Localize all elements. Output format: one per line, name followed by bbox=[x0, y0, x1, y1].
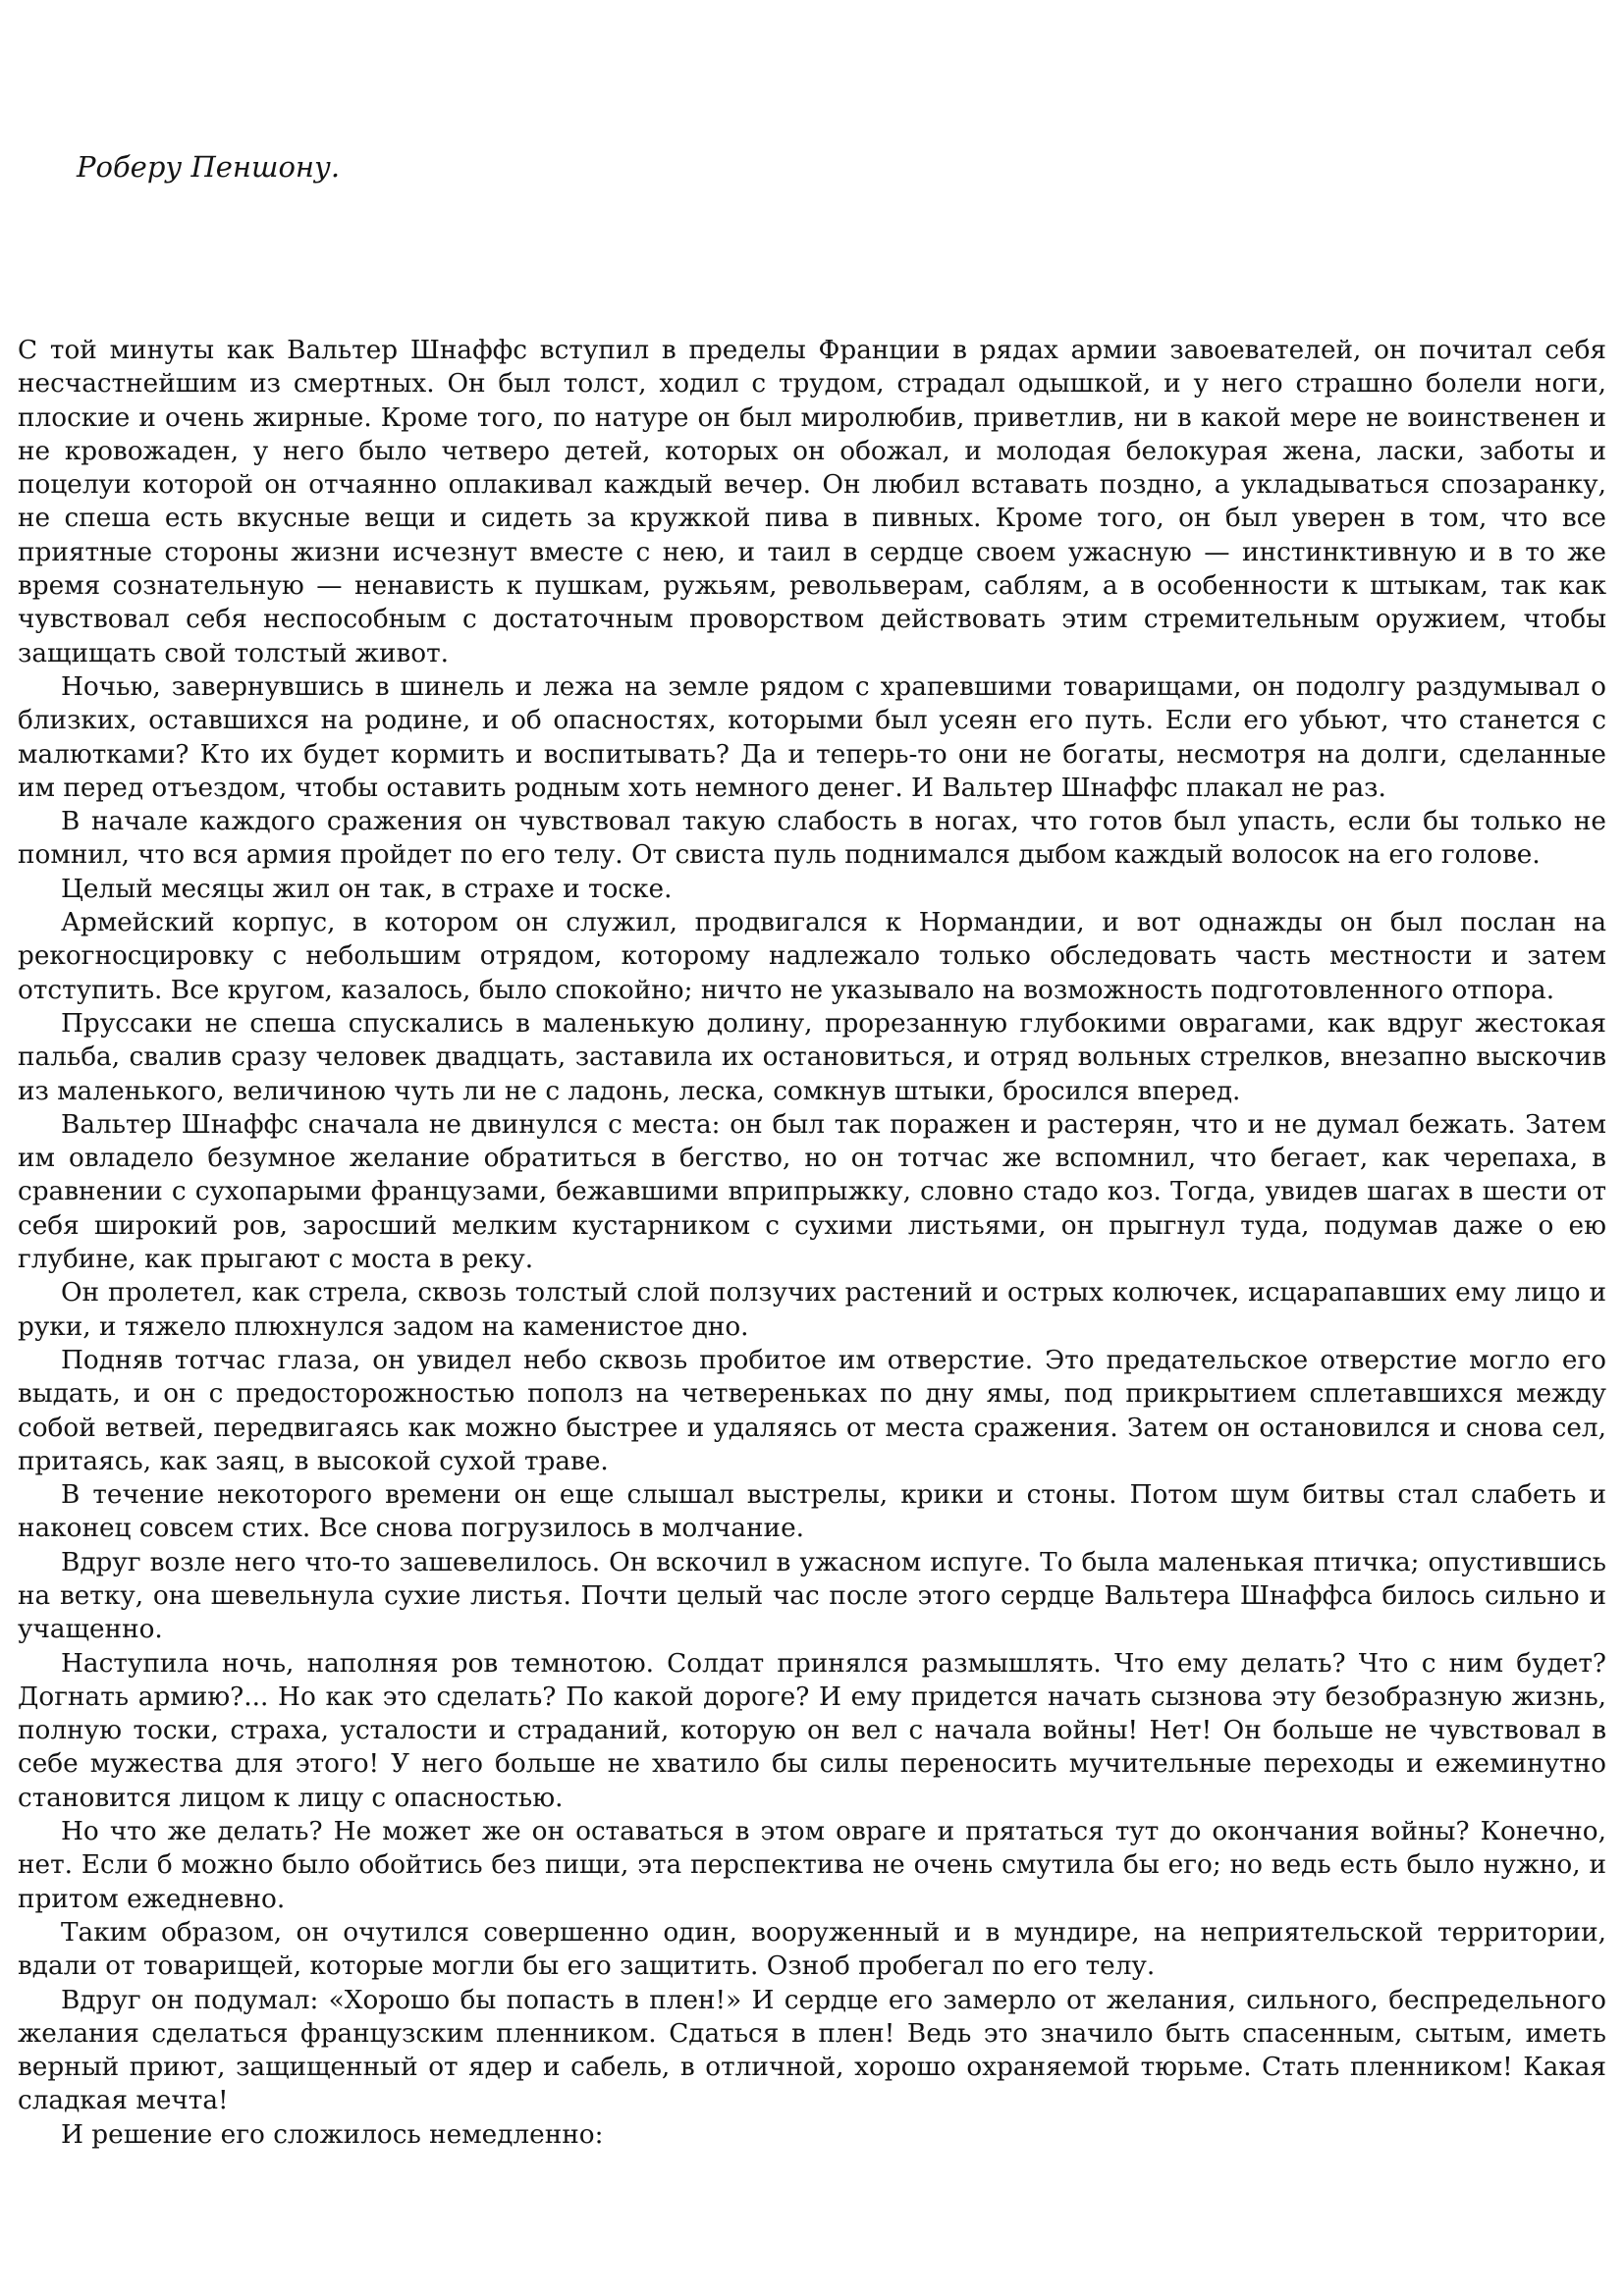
paragraph: Вдруг возле него что-то зашевелилось. Он вскочил в ужасном испуге. То была маленькая птичка; опустившись на ветку, она шевельнула сухие листья. Почти целый час после этого сердце Вальтера Шнаффса билось сильно и учащенно. bbox=[18, 1547, 1606, 1645]
paragraph: Подняв тотчас глаза, он увидел небо сквозь пробитое им отверстие. Это предательское отверстие могло его выдать, и он с предосторожностью пополз на четвереньках по дну ямы, под прикрытием сплетавшихся между собой ветвей, передвигаясь как можно быстрее и удаляясь от места сражения. Затем он остановился и снова сел, притаясь, как заяц, в высокой сухой траве. bbox=[18, 1345, 1606, 1476]
paragraph: Целый месяцы жил он так, в страхе и тоске. bbox=[61, 874, 673, 904]
paragraph: Вдруг он подумал: «Хорошо бы попасть в плен!» И сердце его замерло от желания, сильного, беспредельного желания сделаться французским пленником. Сдаться в плен! Ведь это значило быть спасенным, сытым, иметь верный приют, защищенный от ядер и сабель, в отличной, хорошо охраняемой тюрьме. Стать пленником! Какая сладкая мечта! bbox=[18, 1985, 1606, 2116]
paragraph: Вальтер Шнаффс сначала не двинулся с места: он был так поражен и растерян, что и не думал бежать. Затем им овладело безумное желание обратиться в бегство, но он тотчас же вспомнил, что бегает, как черепаха, в сравнении с сухопарыми французами, бежавшими вприпрыжку, словно стадо коз. Тогда, увидев шагах в шести от себя широкий ров, заросший мелким кустарником с сухими листьями, он прыгнул туда, подумав даже о ею глубине, как прыгают с моста в реку. bbox=[18, 1109, 1606, 1275]
paragraph: И решение его сложилось немедленно: bbox=[61, 2119, 604, 2150]
paragraph: В начале каждого сражения он чувствовал такую слабость в ногах, что готов был упасть, если бы только не помнил, что вся армия пройдет по его телу. От свиста пуль поднимался дыбом каждый волосок на его голове. bbox=[18, 807, 1606, 871]
paragraph: Но что же делать? Не может же он оставаться в этом овраге и прятаться тут до окончания войны? Конечно, нет. Если б можно было обойтись без пищи, эта перспектива не очень смутила бы его; но ведь есть было нужно, и притом ежедневно. bbox=[18, 1817, 1606, 1914]
paragraph: Армейский корпус, в котором он служил, продвигался к Нормандии, и вот однажды он был послан на рекогносцировку с небольшим отрядом, которому надлежало только обследовать часть местности и затем отступить. Все кругом, казалось, было спокойно; ничто не указывало на возможность подготовленного отпора. bbox=[18, 908, 1606, 1005]
paragraph: Наступила ночь, наполняя ров темнотою. Солдат принялся размышлять. Что ему делать? Что с ним будет? Догнать армию?... Но как это сделать? По какой дороге? И ему придется начать сызнова эту безобразную жизнь, полную тоски, страха, усталости и страданий, которую он вел с начала войны! Нет! Он больше не чувствовал в себе мужества для этого! У него больше не хватило бы силы переносить мучительные переходы и ежеминутно становится лицом к лицу с опасностью. bbox=[18, 1648, 1606, 1813]
paragraph: С той минуты как Вальтер Шнаффс вступил в пределы Франции в рядах армии завоевателей, он почитал себя несчастнейшим из смертных. Он был толст, ходил с трудом, страдал одышкой, и у него страшно болели ноги, плоские и очень жирные. Кроме того, по натуре он был миролюбив, приветлив, ни в какой мере не воинственен и не кровожаден, у него было четверо детей, которых он обожал, и молодая белокурая жена, ласки, заботы и поцелуи которой он отчаянно оплакивал каждый вечер. Он любил вставать поздно, а укладываться спозаранку, не спеша есть вкусные вещи и сидеть за кружкой пива в пивных. Кроме того, он был уверен в том, что все приятные стороны жизни исчезнут вместе с нею, и таил в сердце своем ужасную — инстинктивную и в то же время сознательную — ненависть к пушкам, ружьям, револьверам, саблям, а в особенности к штыкам, так как чувствовал себя неспособным с достаточным проворством действовать этим стремительным оружием, чтобы защищать свой толстый живот. bbox=[18, 336, 1606, 668]
dedication: Роберу Пеншону. bbox=[77, 150, 341, 184]
paragraph: Он пролетел, как стрела, сквозь толстый слой ползучих растений и острых колючек, исцарапавших ему лицо и руки, и тяжело плюхнулся задом на каменистое дно. bbox=[18, 1278, 1606, 1342]
paragraph: Ночью, завернувшись в шинель и лежа на земле рядом с храпевшими товарищами, он подолгу раздумывал о близких, оставшихся на родине, и об опасностях, которыми был усеян его путь. Если его убьют, что станется с малютками? Кто их будет кормить и воспитывать? Да и теперь-то они не богаты, несмотря на долги, сделанные им перед отъездом, чтобы оставить родным хоть немного денег. И Вальтер Шнаффс плакал не раз. bbox=[18, 671, 1606, 803]
paragraph: В течение некоторого времени он еще слышал выстрелы, крики и стоны. Потом шум битвы стал слабеть и наконец совсем стих. Все снова погрузилось в молчание. bbox=[18, 1480, 1606, 1544]
paragraph: Пруссаки не спеша спускались в маленькую долину, прорезанную глубокими оврагами, как вдруг жестокая пальба, свалив сразу человек двадцать, заставила их остановиться, и отряд вольных стрелков, внезапно выскочив из маленького, величиною чуть ли не с ладонь, леска, сомкнув штыки, бросился вперед. bbox=[18, 1008, 1606, 1106]
story-text bbox=[18, 334, 1606, 2152]
paragraph: Таким образом, он очутился совершенно один, вооруженный и в мундире, на неприятельской территории, вдали от товарищей, которые могли бы его защитить. Озноб пробегал по его телу. bbox=[18, 1917, 1606, 1982]
